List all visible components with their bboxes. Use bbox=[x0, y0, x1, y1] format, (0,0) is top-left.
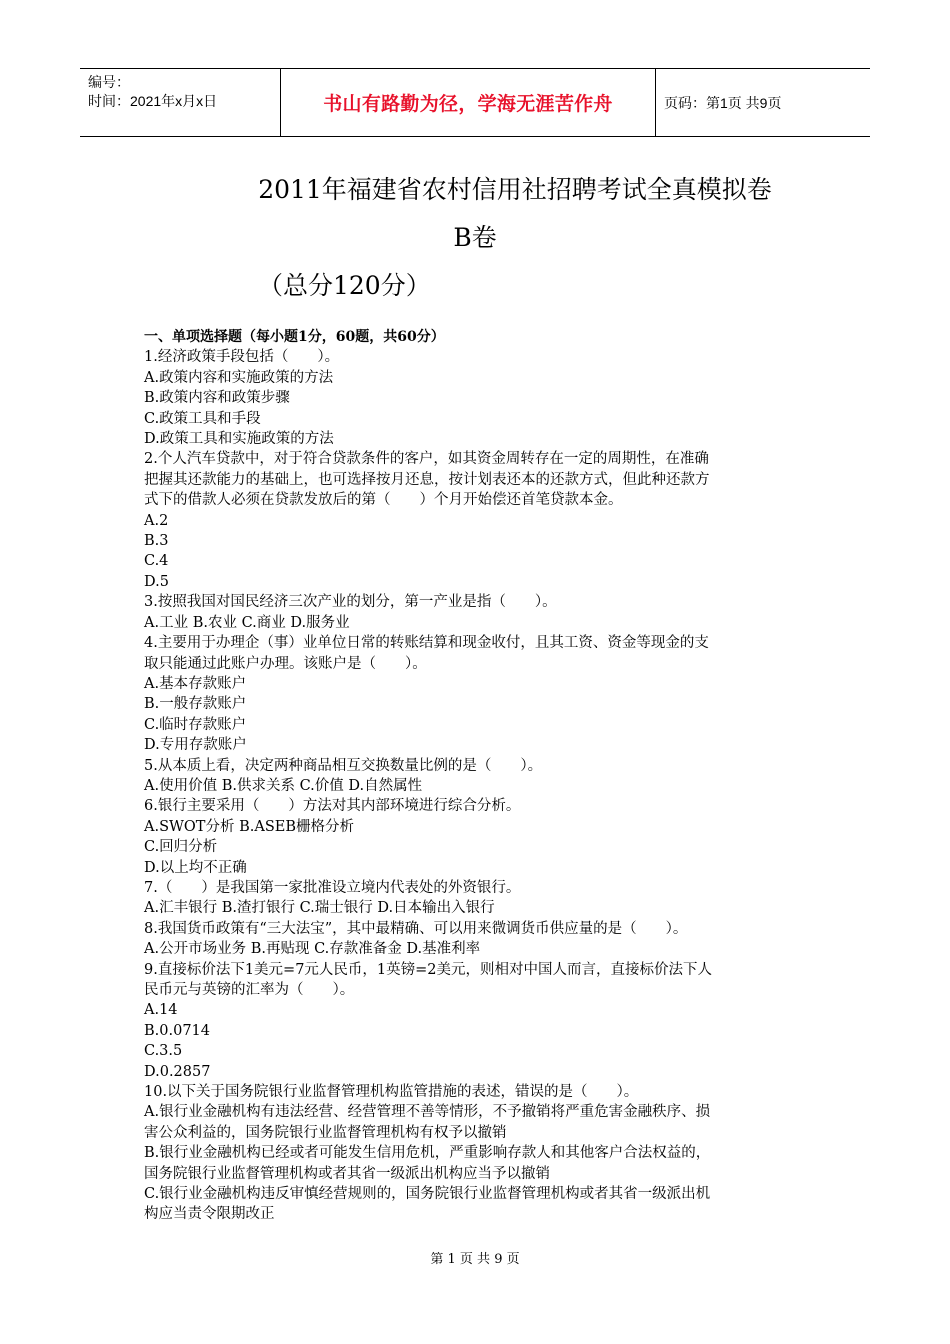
text-line: 6.银行主要采用（ ）方法对其内部环境进行综合分析。 bbox=[144, 798, 521, 815]
text-line: A.政策内容和实施政策的方法 bbox=[144, 369, 334, 386]
text-line: B.0.0714 bbox=[144, 1022, 211, 1039]
text-line: 2.个人汽车贷款中，对于符合贷款条件的客户，如其资金周转存在一定的周期性，在准确 bbox=[144, 451, 709, 468]
text-line: 7.（ ）是我国第一家批准设立境内代表处的外资银行。 bbox=[144, 879, 521, 896]
text-line: C.3.5 bbox=[144, 1043, 183, 1060]
motto-text: 书山有路勤为径，学海无涯苦作舟 bbox=[323, 93, 613, 115]
text-line: C.4 bbox=[144, 553, 169, 570]
header-meta bbox=[80, 69, 280, 136]
text-line: A.工业 B.农业 C.商业 D.服务业 bbox=[144, 614, 350, 631]
text-line: B.一般存款账户 bbox=[144, 696, 247, 713]
text-line: A.使用价值 B.供求关系 C.价值 D.自然属性 bbox=[144, 777, 423, 794]
page-header bbox=[80, 68, 870, 137]
text-line: A.公开市场业务 B.再贴现 C.存款准备金 D.基准利率 bbox=[144, 941, 481, 958]
text-line: B.3 bbox=[144, 533, 169, 550]
text-line: A.汇丰银行 B.渣打银行 C.瑞士银行 D.日本输出入银行 bbox=[144, 900, 495, 917]
text-line: 害公众利益的，国务院银行业监督管理机构有权予以撤销 bbox=[144, 1124, 507, 1141]
text-line: 取只能通过此账户办理。该账户是（ ）。 bbox=[144, 655, 427, 672]
text-line: 8.我国货币政策有“三大法宝”，其中最精确、可以用来微调货币供应量的是（ ）。 bbox=[144, 920, 688, 937]
code-label: 编号： bbox=[88, 74, 130, 90]
text-line: 1.经济政策手段包括（ ）。 bbox=[144, 349, 340, 366]
text-line: D.5 bbox=[144, 573, 169, 590]
text-line: 构应当责令限期改正 bbox=[144, 1206, 275, 1223]
text-line: C.政策工具和手段 bbox=[144, 410, 261, 427]
text-line: 国务院银行业监督管理机构或者其省一级派出机构应当予以撤销 bbox=[144, 1165, 550, 1182]
question-lines bbox=[144, 347, 809, 1224]
text-line: 4.主要用于办理企（事）业单位日常的转账结算和现金收付，且其工资、资金等现金的支 bbox=[144, 635, 709, 652]
time-label: 时间：2021年x月x日 bbox=[88, 93, 218, 109]
text-line: A.基本存款账户 bbox=[144, 675, 247, 692]
text-line: C.回归分析 bbox=[144, 839, 218, 856]
header-page-info bbox=[656, 69, 870, 136]
doc-subtitle: B卷 bbox=[453, 223, 497, 252]
text-line: 3.按照我国对国民经济三次产业的划分，第一产业是指（ ）。 bbox=[144, 594, 557, 611]
text-line: 10.以下关于国务院银行业监督管理机构监管措施的表述，错误的是（ ）。 bbox=[144, 1084, 639, 1101]
text-line: D.专用存款账户 bbox=[144, 737, 247, 754]
total-score: （总分120分） bbox=[258, 271, 431, 300]
section-heading: 一、单项选择题（每小题1分，60题，共60分） bbox=[144, 329, 445, 345]
question-body bbox=[144, 327, 809, 1225]
text-line: B.银行业金融机构已经或者可能发生信用危机，严重影响存款人和其他客户合法权益的， bbox=[144, 1145, 711, 1162]
text-line: D.0.2857 bbox=[144, 1063, 211, 1080]
text-line: A.银行业金融机构有违法经营、经营管理不善等情形，不予撤销将严重危害金融秩序、损 bbox=[144, 1104, 711, 1121]
text-line: A.2 bbox=[144, 512, 169, 529]
text-line: 把握其还款能力的基础上，也可选择按月还息，按计划表还本的还款方式，但此种还款方 bbox=[144, 471, 710, 488]
text-line: 5.从本质上看，决定两种商品相互交换数量比例的是（ ）。 bbox=[144, 757, 543, 774]
text-line: 9.直接标价法下1美元=7元人民币，1英镑=2美元，则相对中国人而言，直接标价法下人 bbox=[144, 961, 713, 978]
page-footer: 第 1 页 共 9 页 bbox=[430, 1252, 520, 1267]
text-line: 民币元与英镑的汇率为（ ）。 bbox=[144, 982, 355, 998]
doc-title: 2011年福建省农村信用社招聘考试全真模拟卷 bbox=[258, 175, 772, 204]
text-line: D.以上均不正确 bbox=[144, 859, 247, 876]
text-line: A.14 bbox=[144, 1002, 178, 1019]
text-line: C.临时存款账户 bbox=[144, 716, 247, 733]
page-info-text: 页码：第1页 共9页 bbox=[664, 94, 782, 111]
header-motto-cell bbox=[280, 69, 656, 136]
text-line: D.政策工具和实施政策的方法 bbox=[144, 431, 334, 448]
text-line: A.SWOT分析 B.ASEB栅格分析 bbox=[144, 818, 354, 835]
text-line: B.政策内容和政策步骤 bbox=[144, 390, 290, 407]
text-line: C.银行业金融机构违反审慎经营规则的，国务院银行业监督管理机构或者其省一级派出机 bbox=[144, 1186, 711, 1203]
text-line: 式下的借款人必须在贷款发放后的第（ ）个月开始偿还首笔贷款本金。 bbox=[144, 492, 623, 509]
